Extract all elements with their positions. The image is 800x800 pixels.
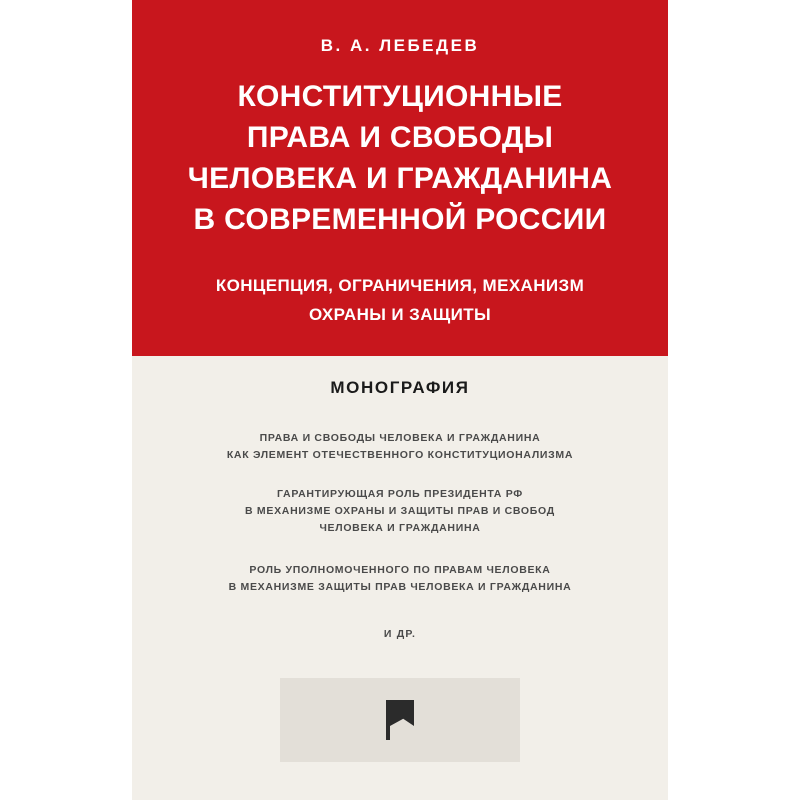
topic-line: И ДР. <box>383 628 417 640</box>
left-white-margin <box>0 0 132 800</box>
author-name: В. А. ЛЕБЕДЕВ <box>320 36 480 55</box>
topic-line: ЧЕЛОВЕКА И ГРАЖДАНИНА <box>319 522 481 534</box>
topic-block <box>170 430 630 464</box>
flag-icon <box>383 700 417 740</box>
title-line: ЧЕЛОВЕКА И ГРАЖДАНИНА <box>187 162 613 196</box>
book-cover <box>132 0 668 800</box>
title-line: ПРАВА И СВОБОДЫ <box>246 121 554 155</box>
topic-block <box>170 562 630 596</box>
topic-line: ПРАВА И СВОБОДЫ ЧЕЛОВЕКА И ГРАЖДАНИНА <box>259 432 541 444</box>
topic-line: КАК ЭЛЕМЕНТ ОТЕЧЕСТВЕННОГО КОНСТИТУЦИОНАЛИЗМА <box>226 449 574 461</box>
cover-lower-panel <box>132 356 668 800</box>
subtitle-line: КОНЦЕПЦИЯ, ОГРАНИЧЕНИЯ, МЕХАНИЗМ <box>215 276 585 295</box>
right-white-margin <box>668 0 800 800</box>
publisher-logo-block <box>280 678 520 762</box>
title-line: КОНСТИТУЦИОННЫЕ <box>237 80 563 113</box>
topic-block-etc <box>170 626 630 643</box>
topic-line: ГАРАНТИРУЮЩАЯ РОЛЬ ПРЕЗИДЕНТА РФ <box>277 488 523 500</box>
topic-line: В МЕХАНИЗМЕ ЗАЩИТЫ ПРАВ ЧЕЛОВЕКА И ГРАЖДАНИНА <box>228 581 572 593</box>
title-line: В СОВРЕМЕННОЙ РОССИИ <box>193 203 607 237</box>
flagpole-shape <box>386 700 390 740</box>
publication-kind: МОНОГРАФИЯ <box>330 378 470 397</box>
cover-red-banner <box>132 0 668 356</box>
book-subtitle <box>154 272 646 330</box>
topic-line: РОЛЬ УПОЛНОМОЧЕННОГО ПО ПРАВАМ ЧЕЛОВЕКА <box>249 564 551 576</box>
subtitle-line: ОХРАНЫ И ЗАЩИТЫ <box>308 304 492 324</box>
topic-block <box>170 486 630 537</box>
topic-line: В МЕХАНИЗМЕ ОХРАНЫ И ЗАЩИТЫ ПРАВ И СВОБОД <box>245 505 555 517</box>
book-title <box>154 76 646 240</box>
flag-shape <box>390 700 414 726</box>
